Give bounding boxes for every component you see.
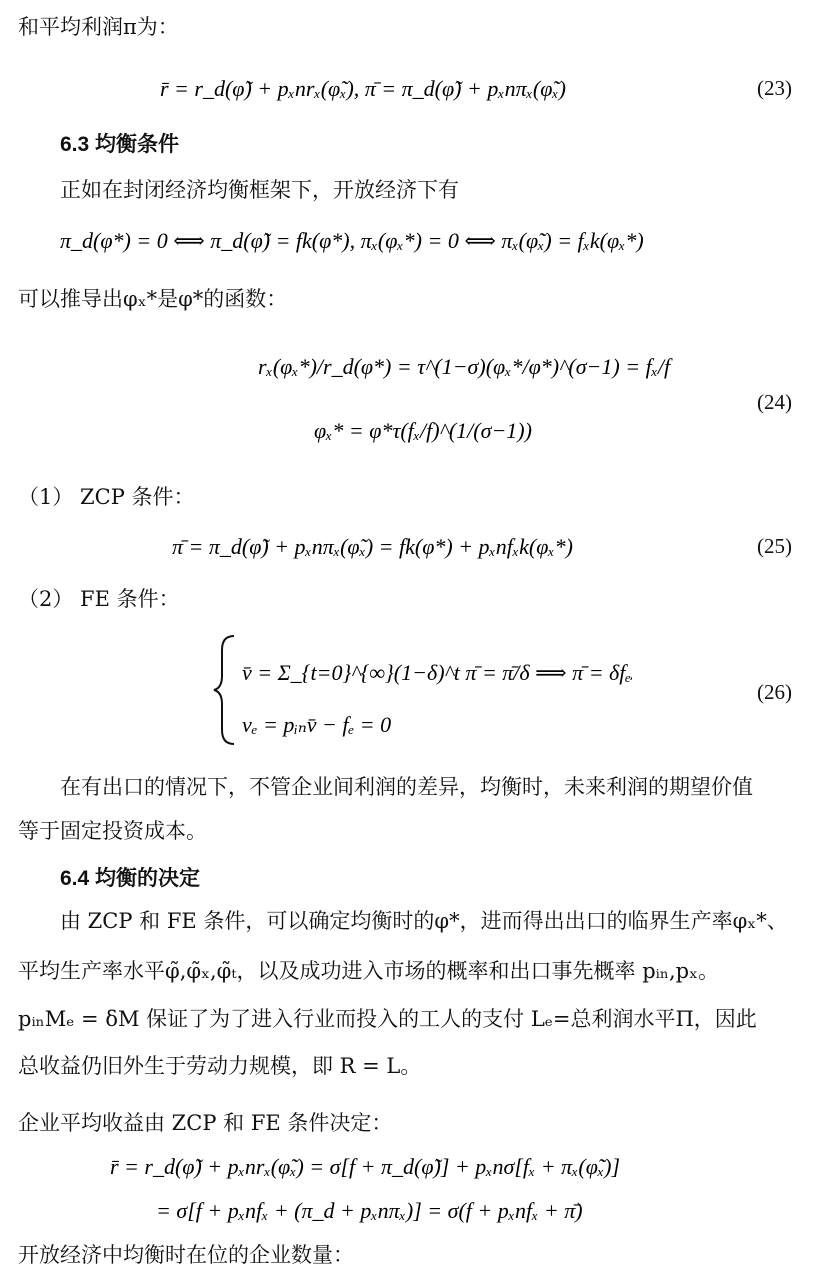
equation-svg xyxy=(212,632,632,752)
section-heading-text: 6.4 均衡的决定 xyxy=(60,867,201,890)
text-line xyxy=(18,586,180,612)
equation-text: r̄ = r_d(φ̃) + pₓnrₓ(φ̃ₓ) = σ[f + π_d(φ̃)] + pₓnσ[fₓ + πₓ(φ̃ₓ)] xyxy=(110,1154,621,1179)
text-line xyxy=(18,1006,757,1032)
paragraph-text: 开放经济中均衡时在位的企业数量： xyxy=(18,1243,354,1267)
text-line xyxy=(18,1242,354,1268)
brace-shape xyxy=(214,636,234,744)
text-line xyxy=(18,14,179,40)
equation-text: = σ[f + pₓnfₓ + (π_d + pₓnπₓ)] = σ(f + pₓnfₓ + π̄) xyxy=(156,1198,583,1223)
equation-text: vₑ = pᵢₙv̄ − fₑ = 0 xyxy=(242,712,392,737)
equation-svg xyxy=(160,70,660,110)
equation-number: (23) xyxy=(757,76,792,100)
text-line xyxy=(18,1110,392,1136)
paragraph-text: 和平均利润π为： xyxy=(18,15,179,39)
text-line xyxy=(60,177,459,203)
text-line xyxy=(18,958,719,984)
paragraph-text: 平均生产率水平φ̃,φ̃ₓ,φ̃ₜ，以及成功进入市场的概率和出口事先概率 pᵢₙ,pₓ。 xyxy=(18,959,719,983)
equation-24 xyxy=(258,336,678,480)
paragraph-text: 总收益仍旧外生于劳动力规模，即 R = L。 xyxy=(18,1054,422,1078)
text-line xyxy=(60,908,788,934)
text-line xyxy=(18,818,207,844)
equation-zero-profit xyxy=(60,222,780,266)
text-line xyxy=(60,774,753,800)
equation-number: (24) xyxy=(757,390,792,414)
paragraph-text: （2） FE 条件： xyxy=(18,587,180,611)
text-line xyxy=(18,484,195,510)
equation-svg xyxy=(110,1148,750,1232)
equation-text: φₓ* = φ*τ(fₓ/f)^(1/(σ−1)) xyxy=(314,418,532,443)
equation-svg xyxy=(172,528,672,568)
equation-25 xyxy=(172,528,672,572)
equation-26 xyxy=(212,632,632,756)
equation-text: rₓ(φₓ*)/r_d(φ*) = τ^(1−σ)(φₓ*/φ*)^(σ−1) = fₓ/f xyxy=(258,354,671,379)
paragraph-text: 由 ZCP 和 FE 条件，可以确定均衡时的φ*，进而得出出口的临界生产率φₓ*、 xyxy=(60,909,788,933)
equation-23 xyxy=(160,70,660,114)
paragraph-text: 企业平均收益由 ZCP 和 FE 条件决定： xyxy=(18,1111,393,1135)
equation-text: v̄ = Σ_{t=0}^{∞}(1−δ)^t π̄ = π̄/δ ⟹ π̄ = δfₑ/pᵢₙ xyxy=(242,660,632,685)
equation-svg xyxy=(258,336,678,476)
equation-text: π̄ = π_d(φ̃) + pₓnπₓ(φ̃ₓ) = fk(φ*) + pₓnfₓk(φₓ*) xyxy=(172,534,574,559)
equation-number: (25) xyxy=(757,534,792,558)
section-heading xyxy=(60,132,179,158)
section-heading xyxy=(60,866,200,892)
text-line xyxy=(18,286,287,312)
paragraph-text: 可以推导出φₓ*是φ*的函数： xyxy=(18,287,288,311)
paragraph-text: （1） ZCP 条件： xyxy=(18,485,195,509)
equation-number: (26) xyxy=(757,680,792,704)
paragraph-text: 等于固定投资成本。 xyxy=(18,819,207,843)
equation-text: π_d(φ*) = 0 ⟺ π_d(φ̃) = fk(φ*), πₓ(φₓ*) = 0 ⟺ πₓ(φ̃ₓ) = fₓk(φₓ*) xyxy=(60,228,644,253)
paragraph-text: 正如在封闭经济均衡框架下，开放经济下有 xyxy=(60,178,459,202)
equation-svg xyxy=(60,222,780,262)
text-line xyxy=(18,1053,421,1079)
equation-text: r̄ = r_d(φ̃) + pₓnrₓ(φ̃ₓ), π̄ = π_d(φ̃) + pₓnπₓ(φ̃ₓ) xyxy=(160,76,566,101)
paragraph-text: pᵢₙMₑ = δM 保证了为了进入行业而投入的工人的支付 Lₑ=总利润水平Π，因此 xyxy=(18,1007,757,1031)
paragraph-text: 在有出口的情况下，不管企业间利润的差异，均衡时，未来利润的期望价值 xyxy=(60,775,753,799)
equation-average-revenue xyxy=(110,1148,750,1236)
section-heading-text: 6.3 均衡条件 xyxy=(60,133,180,156)
